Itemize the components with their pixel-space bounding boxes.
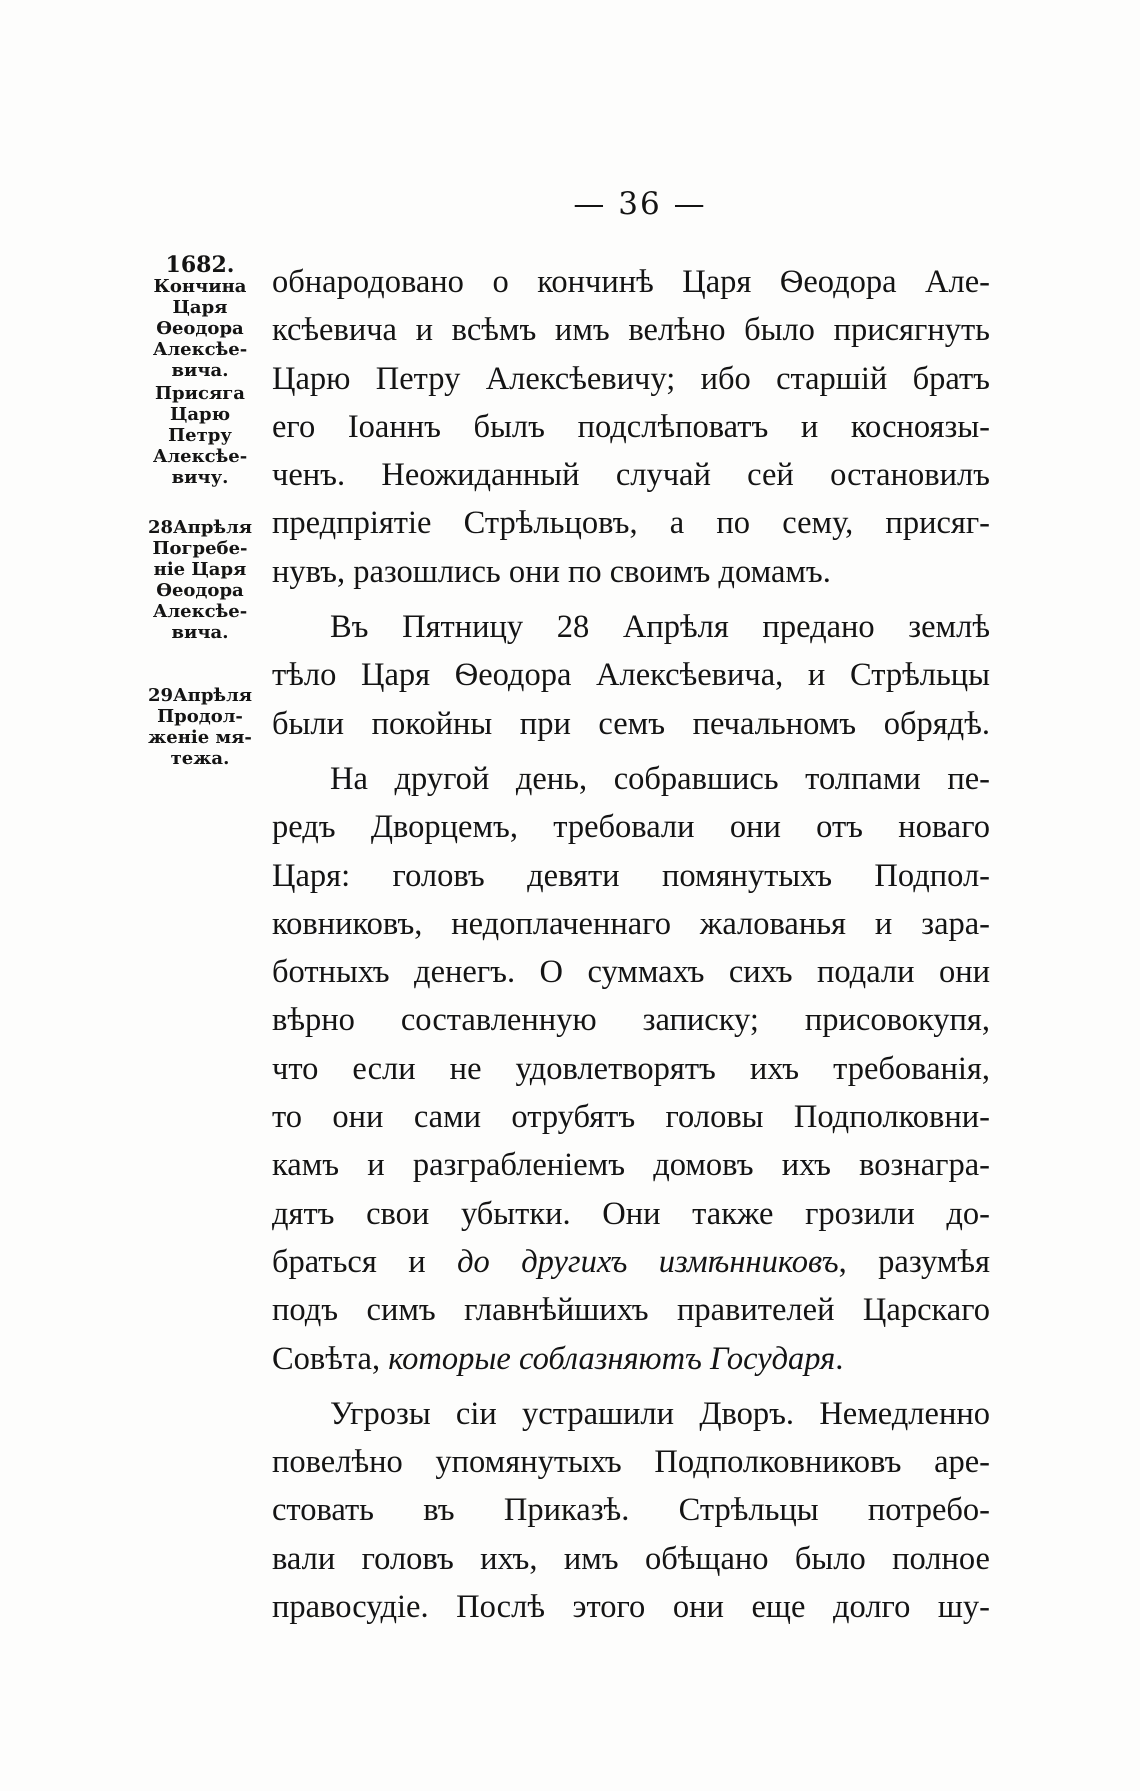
margin-note-date: 29Апрѣля [147, 685, 253, 706]
margin-note-line: вичу. [171, 467, 229, 488]
text-line: дятъ свои убытки. Они также грозили до- [272, 1195, 990, 1232]
text-fragment: . [835, 1340, 844, 1377]
text-line: были покойны при семъ печальномъ обрядѣ. [272, 705, 990, 742]
margin-note-year: 1682. [165, 252, 235, 278]
text-line-with-italic [272, 1238, 990, 1286]
text-line: что если не удовлетворятъ ихъ требованія, [272, 1050, 990, 1087]
text-line: вѣрно составленную записку; присовокупя, [272, 1002, 990, 1039]
margin-note-line: Царю [169, 404, 231, 425]
text-line-with-italic [272, 1335, 990, 1383]
margin-note-line: тежа. [170, 748, 230, 769]
margin-note-line: Ѳеодора [156, 580, 244, 601]
margin-note-line: Алексѣе- [152, 446, 248, 467]
margin-note-line: Погребе- [152, 538, 248, 559]
margin-note-line: Алексѣе- [152, 601, 248, 622]
text-fragment: , разумѣя [838, 1243, 990, 1280]
margin-note-line: Ѳеодора [156, 318, 244, 339]
italic-phrase-other-traitors: до другихъ измѣнниковъ [457, 1243, 839, 1280]
margin-note-line: вича. [171, 360, 229, 381]
margin-note-line: женіе мя- [148, 727, 252, 748]
margin-note-line: Продол- [157, 706, 243, 727]
margin-note-continuation-of-mutiny [120, 685, 280, 769]
text-line: ксѣевича и всѣмъ имъ велѣно было присягнуть [272, 312, 990, 349]
text-line: ботныхъ денегъ. О суммахъ сихъ подали они [272, 954, 990, 991]
text-line: подъ симъ главнѣйшихъ правителей Царскаго [272, 1292, 990, 1329]
text-line: то они сами отрубятъ головы Подполковни- [272, 1099, 990, 1136]
margin-note-line: ніе Царя [153, 559, 247, 580]
text-line: вали головъ ихъ, имъ обѣщано было полное [272, 1540, 990, 1577]
page-number: — 36 — [573, 186, 707, 222]
text-line: тѣло Царя Ѳеодора Алексѣевича, и Стрѣльцы [272, 657, 990, 694]
margin-note-line: Царя [172, 297, 228, 318]
margin-note-line: Присяга [155, 383, 245, 404]
text-fragment: браться и [272, 1243, 458, 1280]
text-line: нувъ, разошлись они по своимъ домамъ. [272, 553, 831, 590]
margin-note-line: Алексѣе- [152, 339, 248, 360]
italic-phrase-who-seduce-the-sovereign: которые соблазняютъ Государя [388, 1340, 836, 1377]
margin-note-line: Петру [168, 425, 232, 446]
text-line: Царя: головъ девяти помянутыхъ Подпол- [272, 857, 990, 894]
margin-note-date: 28Апрѣля [147, 517, 253, 538]
text-line: ченъ. Неожиданный случай сей остановилъ [272, 457, 990, 494]
text-line: стовать въ Приказѣ. Стрѣльцы потребо- [272, 1492, 990, 1529]
text-fragment: Совѣта, [272, 1340, 389, 1377]
text-line: ковниковъ, недоплаченнаго жалованья и зара- [272, 905, 990, 942]
text-line: редъ Дворцемъ, требовали они отъ новаго [272, 809, 990, 846]
text-line: На другой день, собравшись толпами пе- [330, 760, 990, 797]
margin-note-line: вича. [171, 622, 229, 643]
text-line: Царю Петру Алексѣевичу; ибо старшій братъ [272, 360, 990, 397]
text-line: Угрозы сіи устрашили Дворъ. Немедленно [330, 1395, 990, 1432]
margin-note-oath-to-tsar-peter [120, 383, 280, 488]
text-line: обнародовано о кончинѣ Царя Ѳеодора Але- [272, 264, 990, 300]
margin-note-line: Кончина [153, 276, 247, 297]
margin-note-death-of-tsar-feodor [120, 252, 280, 381]
text-line: повелѣно упомянутыхъ Подполковниковъ аре- [272, 1444, 990, 1481]
text-line: предпріятіе Стрѣльцовъ, а по сему, присяг- [272, 505, 990, 542]
text-line: Въ Пятницу 28 Апрѣля предано землѣ [330, 609, 990, 646]
text-line: камъ и разграбленіемъ домовъ ихъ вознагра- [272, 1147, 990, 1184]
main-text [272, 258, 990, 1631]
text-line: правосудіе. Послѣ этого они еще долго шу- [272, 1589, 990, 1626]
text-line: его Іоаннъ былъ подслѣповатъ и косноязы- [272, 408, 990, 445]
margin-note-burial-of-tsar-feodor [120, 517, 280, 643]
